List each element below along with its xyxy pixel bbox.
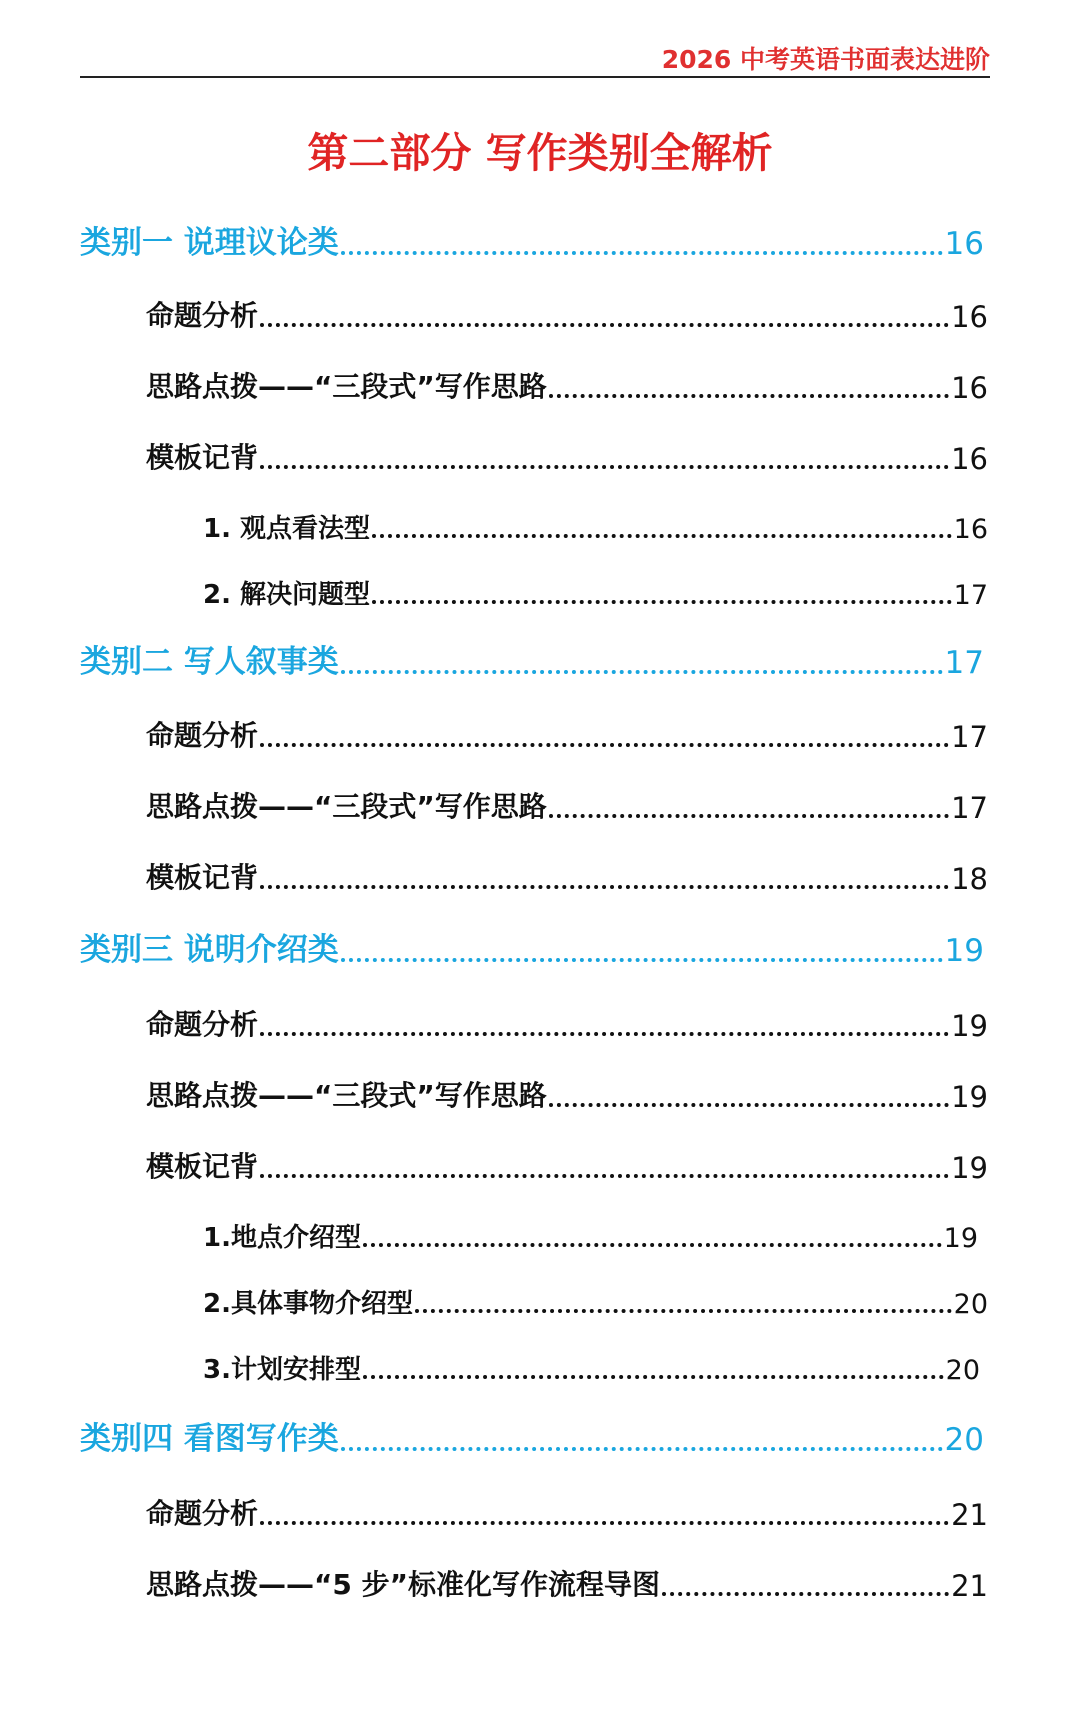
toc-entry-page: 18: [951, 862, 988, 896]
toc-leader-dots: [260, 1174, 949, 1178]
toc-leader-dots: [341, 1447, 943, 1451]
toc-leader-dots: [260, 743, 949, 747]
toc-entry-label: 命题分析: [146, 1008, 259, 1041]
toc-entry[interactable]: [146, 290, 988, 334]
toc-entry[interactable]: [203, 1276, 988, 1320]
toc-entry[interactable]: [146, 1559, 988, 1603]
toc-leader-dots: [341, 958, 943, 962]
toc-entry[interactable]: [146, 1141, 988, 1185]
toc-leader-dots: [363, 1243, 942, 1247]
toc-entry[interactable]: [203, 567, 988, 611]
toc-leader-dots: [415, 1309, 952, 1313]
toc-entry-page: 19: [951, 1009, 988, 1043]
toc-entry[interactable]: [146, 1488, 988, 1532]
toc-entry-page: 21: [951, 1569, 988, 1603]
header-title: 2026 中考英语书面表达进阶: [661, 45, 990, 74]
toc-entry[interactable]: [146, 710, 988, 754]
toc-leader-dots: [372, 600, 952, 604]
toc-entry-page: 16: [951, 442, 988, 476]
toc-entry-label: 命题分析: [146, 1497, 259, 1530]
toc-entry-page: 16: [953, 514, 988, 545]
toc-entry-page: 17: [944, 645, 984, 681]
toc-leader-dots: [260, 465, 949, 469]
toc-leader-dots: [260, 1032, 949, 1036]
toc-entry-page: 16: [951, 300, 988, 334]
toc-entry-label: 类别二 写人叙事类: [80, 644, 339, 680]
page-title: 第二部分 写作类别全解析: [307, 129, 773, 177]
toc-entry-label: 命题分析: [146, 299, 259, 332]
toc-entry-page: 20: [945, 1355, 980, 1386]
toc-entry-page: 19: [951, 1080, 988, 1114]
toc-entry-page: 16: [944, 226, 984, 262]
toc-entry-label: 命题分析: [146, 719, 259, 752]
toc-entry-label: 类别一 说理议论类: [80, 225, 339, 261]
toc-entry-label: 类别三 说明介绍类: [80, 932, 339, 968]
toc-leader-dots: [549, 394, 949, 398]
toc-entry-label: 模板记背: [146, 861, 259, 894]
toc-entry-label: 模板记背: [146, 1150, 259, 1183]
toc-entry[interactable]: [146, 999, 988, 1043]
toc-entry-page: 19: [951, 1151, 988, 1185]
toc-entry-page: 20: [944, 1422, 984, 1458]
toc-leader-dots: [662, 1592, 949, 1596]
toc-entry[interactable]: [146, 781, 988, 825]
toc-leader-dots: [549, 1103, 949, 1107]
toc-leader-dots: [341, 251, 943, 255]
toc-entry[interactable]: [80, 218, 984, 262]
toc-entry-label: 思路点拨——“三段式”写作思路: [146, 790, 547, 823]
toc-entry-label: 模板记背: [146, 441, 259, 474]
toc-entry[interactable]: [146, 432, 988, 476]
toc-entry[interactable]: [203, 1342, 980, 1386]
toc-entry-page: 21: [951, 1498, 988, 1532]
toc-leader-dots: [372, 534, 952, 538]
toc-entry-page: 19: [944, 933, 984, 969]
toc-entry[interactable]: [80, 637, 984, 681]
toc-entry-page: 17: [951, 720, 988, 754]
toc-entry[interactable]: [203, 1210, 978, 1254]
toc-leader-dots: [341, 670, 943, 674]
toc-entry[interactable]: [146, 852, 988, 896]
toc-entry-label: 2.具体事物介绍型: [203, 1289, 413, 1319]
toc-entry-page: 17: [951, 791, 988, 825]
toc-leader-dots: [363, 1375, 944, 1379]
toc-entry-page: 17: [953, 580, 988, 611]
toc-leader-dots: [260, 1521, 949, 1525]
toc-leader-dots: [260, 323, 949, 327]
toc-entry-label: 3.计划安排型: [203, 1355, 361, 1385]
toc-leader-dots: [549, 814, 949, 818]
toc-entry[interactable]: [146, 1070, 988, 1114]
toc-entry-page: 19: [943, 1223, 978, 1254]
toc-entry-label: 类别四 看图写作类: [80, 1421, 339, 1457]
toc-entry-label: 思路点拨——“5 步”标准化写作流程导图: [146, 1568, 661, 1601]
toc-entry-label: 1. 观点看法型: [203, 514, 371, 544]
toc-entry-page: 16: [951, 371, 988, 405]
toc-entry-label: 1.地点介绍型: [203, 1223, 361, 1253]
toc-entry-label: 思路点拨——“三段式”写作思路: [146, 370, 547, 403]
toc-leader-dots: [260, 885, 949, 889]
toc-entry[interactable]: [203, 501, 988, 545]
toc-entry-page: 20: [953, 1289, 988, 1320]
toc-entry[interactable]: [80, 1414, 984, 1458]
toc-entry-label: 思路点拨——“三段式”写作思路: [146, 1079, 547, 1112]
toc-entry[interactable]: [80, 925, 984, 969]
toc-entry[interactable]: [146, 361, 988, 405]
toc-entry-label: 2. 解决问题型: [203, 580, 371, 610]
